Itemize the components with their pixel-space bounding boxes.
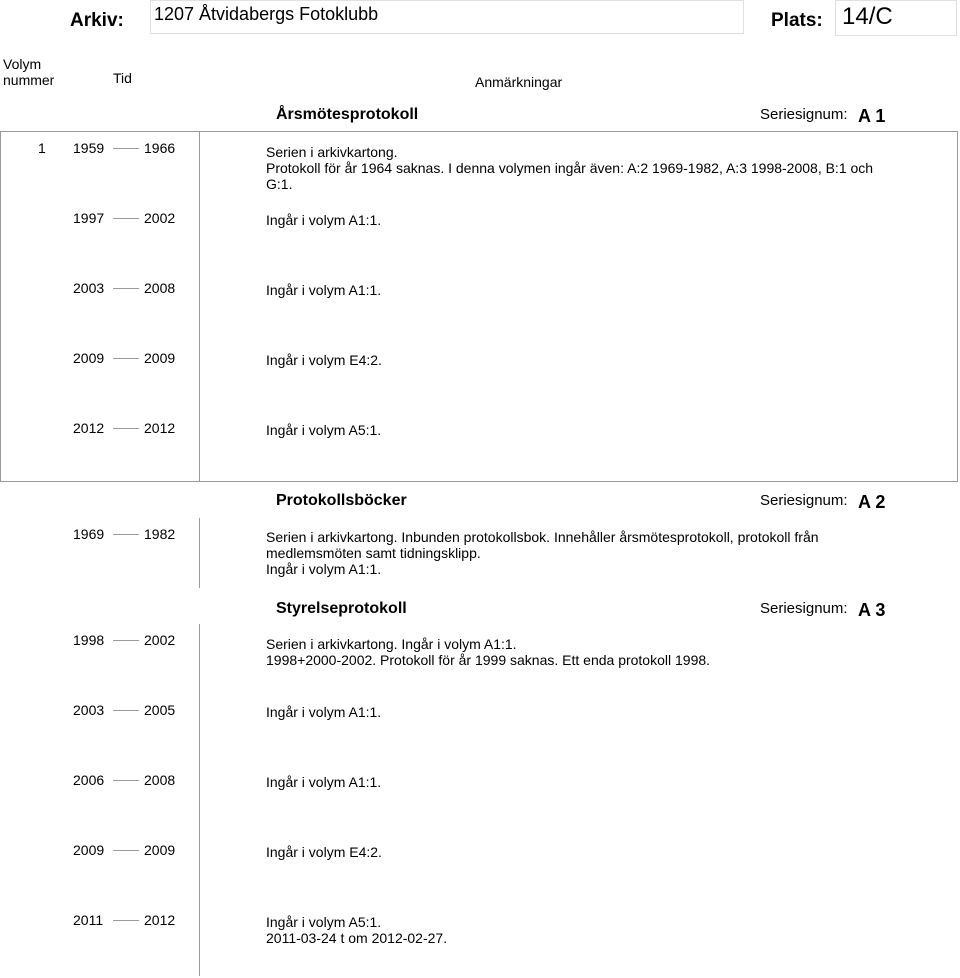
year-to: 2008 — [144, 772, 176, 788]
divider — [199, 131, 200, 482]
remark-line: Ingår i volym A1:1. — [266, 774, 382, 790]
year-from: 2003 — [73, 702, 105, 718]
year-from: 2009 — [73, 350, 105, 366]
year-dash — [113, 640, 139, 641]
year-from: 1997 — [73, 210, 105, 226]
plats-value-field: 14/C — [835, 0, 957, 36]
year-to: 2009 — [144, 842, 176, 858]
year-dash — [113, 218, 139, 219]
remark-line: G:1. — [266, 176, 293, 192]
year-from: 2009 — [73, 842, 105, 858]
year-dash — [113, 534, 139, 535]
year-to: 1966 — [144, 140, 176, 156]
section-title: Årsmötesprotokoll — [276, 106, 419, 123]
remark-line: Ingår i volym E4:2. — [266, 844, 382, 860]
year-to: 2002 — [144, 210, 176, 226]
remark — [266, 914, 946, 946]
signum-value: A 1 — [858, 106, 886, 126]
year-to: 2012 — [144, 420, 176, 436]
year-dash — [113, 428, 139, 429]
remark-line: Protokoll för år 1964 saknas. I denna volymen ingår även: A:2 1969-1982, A:3 1998-2008, B:1 och — [266, 160, 874, 176]
year-to: 2009 — [144, 350, 176, 366]
year-from: 1969 — [73, 526, 105, 542]
section-title: Protokollsböcker — [276, 492, 407, 509]
remark-line: Serien i arkivkartong. — [266, 144, 398, 160]
year-to: 2012 — [144, 912, 176, 928]
divider — [199, 624, 200, 976]
column-header-volym-line1: Volym — [3, 56, 42, 72]
remark — [266, 144, 946, 192]
year-dash — [113, 920, 139, 921]
year-to: 2002 — [144, 632, 176, 648]
remark — [266, 282, 946, 298]
section-title: Styrelseprotokoll — [276, 600, 407, 617]
column-header-anmarkningar: Anmärkningar — [475, 74, 563, 90]
remark — [266, 212, 946, 228]
column-header-volym-line2: nummer — [3, 72, 55, 88]
year-to: 1982 — [144, 526, 176, 542]
year-from: 2012 — [73, 420, 105, 436]
remark-line: Ingår i volym A5:1. — [266, 422, 382, 438]
divider — [957, 131, 958, 482]
signum-value: A 3 — [858, 600, 886, 620]
year-dash — [113, 850, 139, 851]
remark-line: Ingår i volym A1:1. — [266, 212, 382, 228]
year-dash — [113, 780, 139, 781]
column-header-tid: Tid — [113, 70, 132, 86]
archive-label: Arkiv: — [70, 10, 124, 31]
archive-name-field: 1207 Åtvidabergs Fotoklubb — [150, 0, 744, 34]
remark — [266, 704, 946, 720]
year-from: 2003 — [73, 280, 105, 296]
remark-line: Ingår i volym E4:2. — [266, 352, 382, 368]
year-from: 2006 — [73, 772, 105, 788]
year-from: 2011 — [73, 912, 104, 928]
remark — [266, 352, 946, 368]
remark — [266, 422, 946, 438]
year-from: 1998 — [73, 632, 105, 648]
remark — [266, 844, 946, 860]
remark-line: Ingår i volym A1:1. — [266, 561, 382, 577]
signum-label: Seriesignum: — [760, 492, 848, 509]
divider — [0, 481, 958, 482]
divider — [199, 518, 200, 588]
column-header-volym — [3, 56, 54, 88]
remark-line: Ingår i volym A5:1. — [266, 914, 382, 930]
remark — [266, 636, 946, 668]
plats-label: Plats: — [771, 10, 823, 31]
year-from: 1959 — [73, 140, 105, 156]
year-dash — [113, 148, 139, 149]
year-dash — [113, 288, 139, 289]
signum-label: Seriesignum: — [760, 106, 848, 123]
remark — [266, 774, 946, 790]
year-to: 2008 — [144, 280, 176, 296]
remark-line: Serien i arkivkartong. Inbunden protokollsbok. Innehåller årsmötesprotokoll, protokoll från — [266, 529, 819, 545]
divider — [0, 131, 958, 132]
remark-line: 1998+2000-2002. Protokoll för år 1999 saknas. Ett enda protokoll 1998. — [266, 652, 711, 668]
remark-line: Ingår i volym A1:1. — [266, 282, 382, 298]
remark-line: medlemsmöten samt tidningsklipp. — [266, 545, 481, 561]
remark-line: Ingår i volym A1:1. — [266, 704, 382, 720]
year-dash — [113, 358, 139, 359]
volume-number: 1 — [38, 140, 46, 156]
remark — [266, 529, 946, 577]
remark-line: 2011-03-24 t om 2012-02-27. — [266, 930, 448, 946]
divider — [0, 131, 1, 482]
remark-line: Serien i arkivkartong. Ingår i volym A1:1. — [266, 636, 517, 652]
signum-value: A 2 — [858, 492, 886, 512]
year-to: 2005 — [144, 702, 176, 718]
signum-label: Seriesignum: — [760, 600, 848, 617]
year-dash — [113, 710, 139, 711]
